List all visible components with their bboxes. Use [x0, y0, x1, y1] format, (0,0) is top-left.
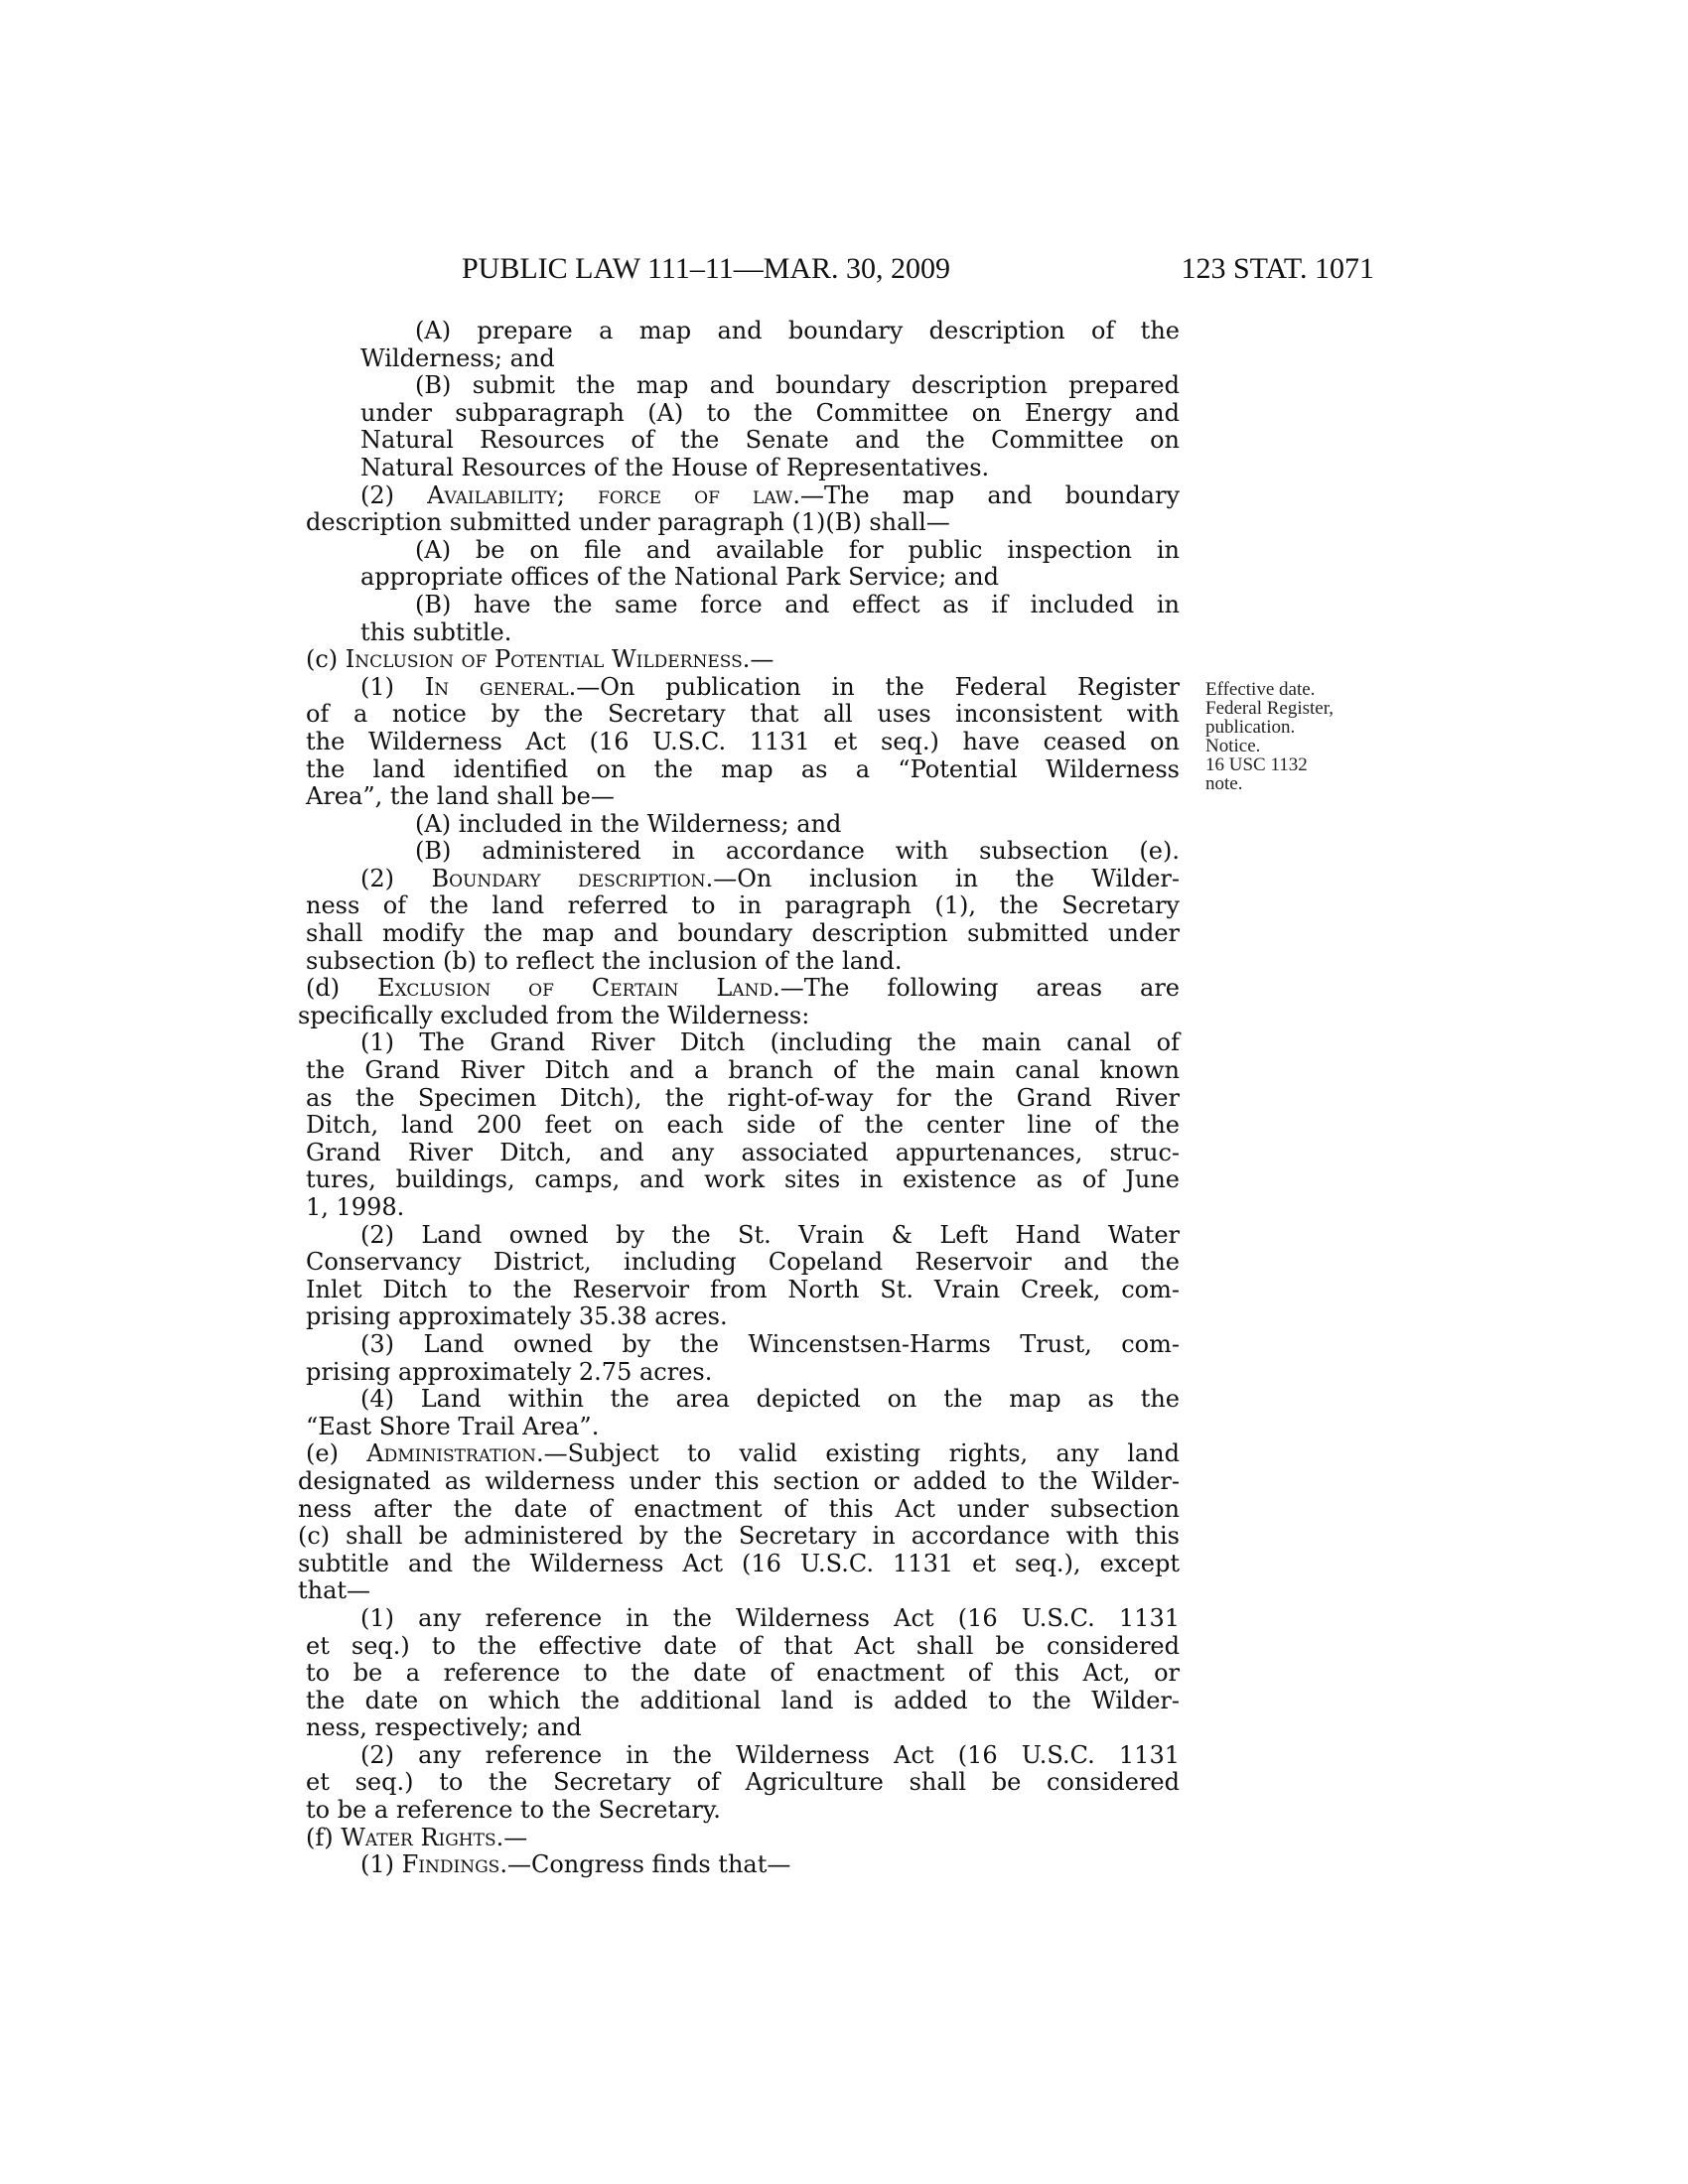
section-heading: Findings	[401, 1850, 500, 1879]
text-run: (e)	[306, 1439, 367, 1468]
text-run: (B) have the same force and effect as if included in	[415, 590, 1180, 618]
text-run: et seq.) to the effective date of that Act shall be considered	[306, 1631, 1180, 1660]
text-run: “East Shore Trail Area”.	[306, 1412, 600, 1440]
text-line	[298, 1166, 1180, 1194]
section-heading: In general	[424, 672, 569, 701]
section-heading: Boundary description	[431, 864, 706, 892]
text-line	[298, 1851, 1180, 1879]
text-run: subtitle and the Wilderness Act (16 U.S.C. 1131 et seq.), except	[298, 1549, 1180, 1577]
text-line	[298, 866, 1180, 893]
text-run: (B) submit the map and boundary description prepared	[415, 371, 1180, 400]
margin-note: note.	[1205, 773, 1243, 794]
text-run: of a notice by the Secretary that all uses inconsistent with	[306, 700, 1180, 729]
running-head-title: PUBLIC LAW 111–11—MAR. 30, 2009	[462, 252, 951, 285]
text-run: ness after the date of enactment of this Act under subsection	[298, 1494, 1180, 1523]
text-run: the date on which the additional land is added to the Wilder-	[306, 1686, 1180, 1714]
text-run: et seq.) to the Secretary of Agriculture shall be considered	[306, 1768, 1180, 1797]
text-run: to be a reference to the date of enactment of this Act, or	[306, 1659, 1180, 1688]
text-run: Ditch, land 200 feet on each side of the center line of the	[306, 1111, 1180, 1140]
text-run: Grand River Ditch, and any associated appurtenances, struc-	[306, 1138, 1180, 1166]
text-line	[298, 1742, 1180, 1770]
text-line	[298, 455, 1180, 482]
text-line	[298, 1688, 1180, 1715]
text-run: (B) administered in accordance with subsection (e).	[415, 837, 1180, 866]
text-line	[298, 646, 1180, 674]
text-line	[298, 1277, 1180, 1304]
text-run: the land identified on the map as a “Potential Wilderness	[306, 754, 1180, 783]
statute-body-text	[298, 318, 1180, 1879]
text-run: Natural Resources of the Senate and the Committee on	[360, 426, 1180, 455]
text-run: (2) Land owned by the St. Vrain & Left Hand Water	[360, 1220, 1180, 1249]
text-line	[298, 345, 1180, 373]
text-line	[298, 1468, 1180, 1496]
section-heading: Inclusion of Potential Wilderness	[345, 645, 743, 674]
text-run: Natural Resources of the House of Representatives.	[360, 453, 990, 481]
text-line	[298, 783, 1180, 811]
text-run: (1)	[360, 1850, 402, 1879]
text-run: (2) any reference in the Wilderness Act (16 U.S.C. 1131	[360, 1740, 1180, 1769]
text-run: .—The map and boundary	[792, 480, 1181, 509]
text-line	[298, 318, 1180, 345]
text-run: ness of the land referred to in paragraph (1), the Secretary	[306, 891, 1180, 920]
text-run: shall modify the map and boundary description submitted under	[306, 919, 1180, 948]
margin-note: Notice.	[1205, 736, 1261, 756]
text-line	[298, 1414, 1180, 1441]
text-line	[298, 811, 1180, 839]
text-line	[298, 564, 1180, 592]
text-run: (1) The Grand River Ditch (including the main canal of	[360, 1028, 1180, 1057]
text-line	[298, 1386, 1180, 1414]
text-line	[298, 975, 1180, 1003]
text-run: this subtitle.	[360, 617, 512, 646]
text-run: description submitted under paragraph (1)(B) shall—	[306, 508, 950, 537]
text-run: Area”, the land shall be—	[306, 782, 615, 811]
text-line	[298, 1194, 1180, 1222]
text-line	[298, 1057, 1180, 1085]
text-run: that—	[298, 1576, 371, 1605]
margin-note: Federal Register,	[1205, 698, 1335, 719]
margin-notes	[1205, 680, 1374, 793]
text-run: .—The following areas are	[773, 974, 1181, 1003]
text-run: to be a reference to the Secretary.	[306, 1796, 721, 1825]
text-line	[298, 1359, 1180, 1387]
margin-note: publication.	[1205, 717, 1296, 738]
text-line	[298, 592, 1180, 619]
statute-page-number: 123 STAT. 1071	[1181, 252, 1374, 285]
text-run: .—	[742, 645, 774, 674]
text-line	[298, 509, 1180, 537]
text-line	[298, 1551, 1180, 1578]
text-run: under subparagraph (A) to the Committee on Energy and	[360, 398, 1180, 427]
text-line	[298, 1331, 1180, 1359]
text-line	[298, 1222, 1180, 1250]
text-run: (3) Land owned by the Wincenstsen-Harms Trust, com-	[360, 1329, 1180, 1358]
text-run: .—Congress finds that—	[499, 1850, 791, 1879]
margin-note: 16 USC 1132	[1205, 754, 1308, 775]
text-run: appropriate offices of the National Park Service; and	[360, 563, 999, 592]
text-line	[298, 701, 1180, 729]
text-run: (c) shall be administered by the Secretary in accordance with this	[298, 1522, 1180, 1551]
text-line	[298, 537, 1180, 565]
text-run: prising approximately 2.75 acres.	[306, 1357, 713, 1386]
section-heading: Water Rights	[341, 1823, 496, 1851]
text-line	[298, 1825, 1180, 1852]
text-line	[298, 1303, 1180, 1331]
text-run: .—On inclusion in the Wilder-	[705, 864, 1180, 892]
text-line	[298, 948, 1180, 976]
text-run: (f)	[306, 1823, 342, 1851]
text-line	[298, 1440, 1180, 1468]
text-line	[298, 1523, 1180, 1551]
text-run: tures, buildings, camps, and work sites in existence as of June	[306, 1165, 1180, 1194]
text-run: (4) Land within the area depicted on the map as the	[360, 1385, 1180, 1414]
text-line	[298, 674, 1180, 702]
text-line	[298, 1660, 1180, 1688]
text-line	[298, 427, 1180, 455]
text-line	[298, 1140, 1180, 1167]
text-run: Wilderness; and	[360, 343, 555, 372]
text-line	[298, 372, 1180, 400]
text-run: (d)	[306, 974, 378, 1003]
text-line	[298, 1769, 1180, 1797]
text-run: (1)	[360, 672, 425, 701]
text-line	[298, 1029, 1180, 1057]
text-run: specifically excluded from the Wilderness:	[298, 1001, 810, 1029]
text-line	[298, 1085, 1180, 1113]
text-line	[298, 482, 1180, 510]
text-run: the Grand River Ditch and a branch of the main canal known	[306, 1056, 1180, 1085]
text-line	[298, 1714, 1180, 1742]
text-run: the Wilderness Act (16 U.S.C. 1131 et seq.) have ceased on	[306, 727, 1180, 755]
text-run: (2)	[360, 864, 432, 892]
text-line	[298, 892, 1180, 920]
text-run: (2)	[360, 480, 428, 509]
text-run: .—	[495, 1823, 528, 1851]
margin-note: Effective date.	[1205, 679, 1316, 700]
text-run: (A) be on file and available for public inspection in	[415, 535, 1180, 564]
text-run: 1, 1998.	[306, 1193, 405, 1221]
text-line	[298, 1577, 1180, 1605]
text-run: Inlet Ditch to the Reservoir from North St. Vrain Creek, com-	[306, 1275, 1180, 1303]
text-line	[298, 1003, 1180, 1030]
text-line	[298, 1633, 1180, 1661]
text-line	[298, 756, 1180, 784]
section-heading: Availability; force of law	[427, 480, 793, 509]
section-heading: Exclusion of Certain Land	[377, 974, 774, 1003]
text-line	[298, 838, 1180, 866]
text-line	[298, 1605, 1180, 1633]
text-run: (A) included in the Wilderness; and	[415, 809, 842, 838]
text-run: designated as wilderness under this section or added to the Wilder-	[298, 1466, 1180, 1495]
text-run: Conservancy District, including Copeland Reservoir and the	[306, 1248, 1180, 1277]
text-line	[298, 1496, 1180, 1524]
text-run: .—On publication in the Federal Register	[568, 672, 1181, 701]
text-line	[298, 1112, 1180, 1140]
text-run: (c)	[306, 645, 346, 674]
section-heading: Administration	[366, 1439, 536, 1468]
text-run: as the Specimen Ditch), the right-of-way for the Grand River	[306, 1083, 1180, 1112]
text-line	[298, 729, 1180, 756]
text-line	[298, 1797, 1180, 1825]
text-run: (A) prepare a map and boundary description of the	[415, 317, 1180, 344]
text-run: .—Subject to valid existing rights, any land	[535, 1439, 1180, 1468]
text-run: prising approximately 35.38 acres.	[306, 1302, 728, 1331]
text-line	[298, 1249, 1180, 1277]
text-line	[298, 400, 1180, 428]
text-run: ness, respectively; and	[306, 1713, 582, 1742]
page-header	[298, 252, 1374, 292]
text-run: (1) any reference in the Wilderness Act (16 U.S.C. 1131	[360, 1603, 1180, 1632]
text-line	[298, 619, 1180, 647]
text-run: subsection (b) to reflect the inclusion of the land.	[306, 946, 903, 975]
text-line	[298, 920, 1180, 948]
